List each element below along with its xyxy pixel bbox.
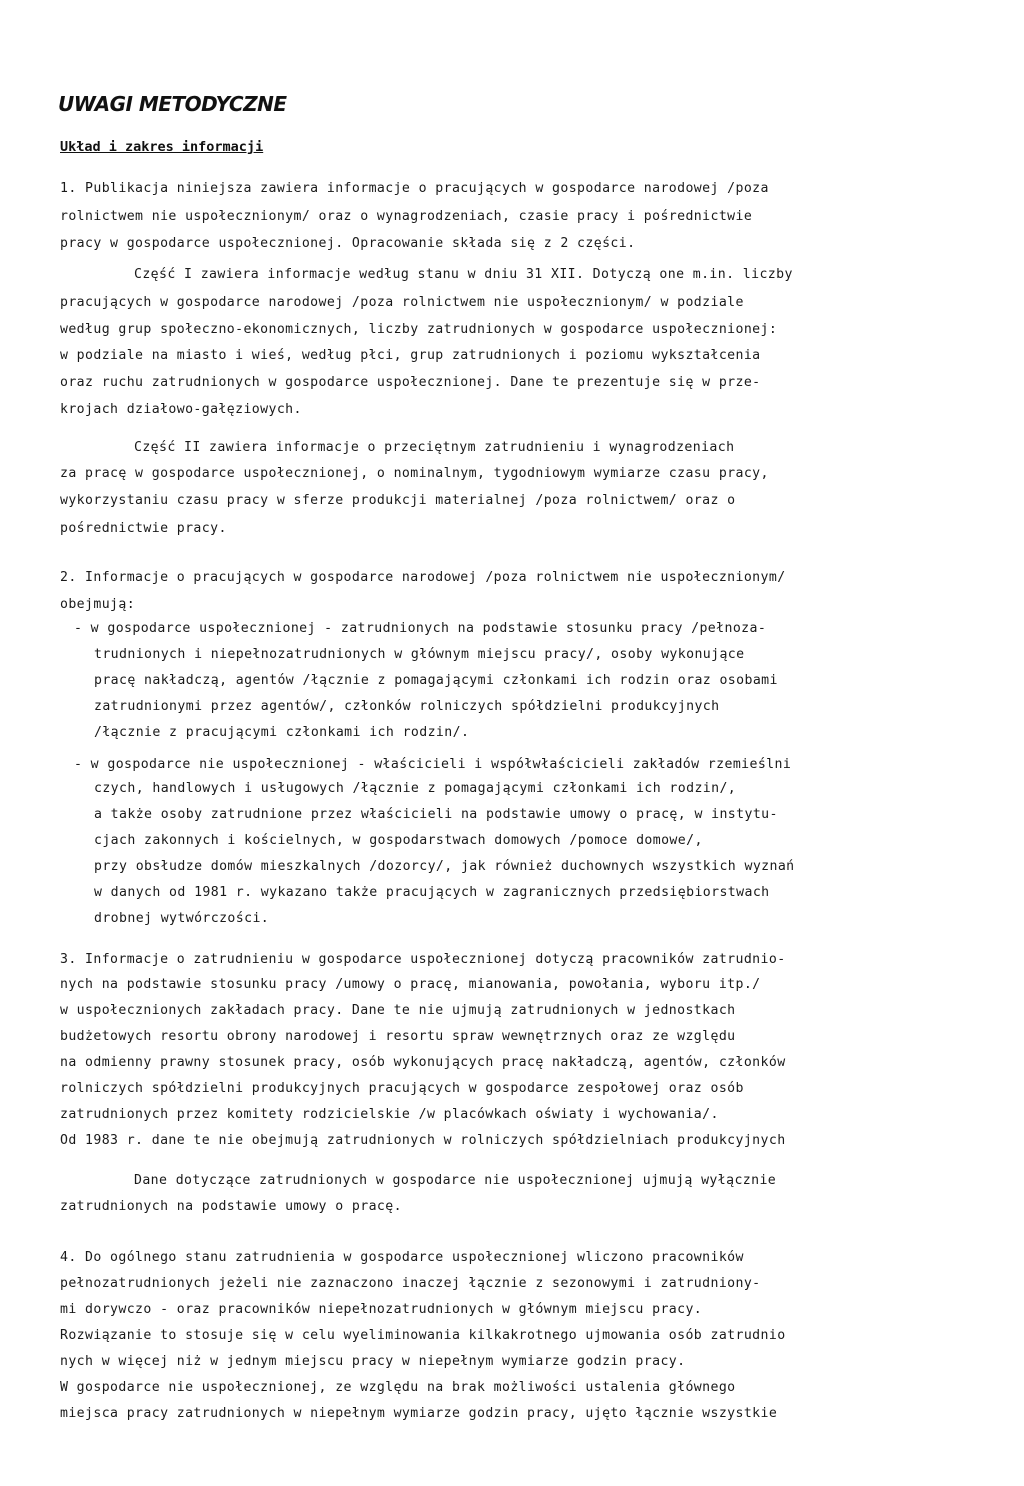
text-line: pracujących w gospodarce narodowej /poza rolnictwem nie uspołecznionym/ w podziale [60, 295, 744, 310]
text-line: 1. Publikacja niniejsza zawiera informacje o pracujących w gospodarce narodowej /poza [60, 181, 769, 196]
text-line: nych w więcej niż w jednym miejscu pracy w niepełnym wymiarze godzin pracy. [60, 1354, 686, 1369]
text-line: 3. Informacje o zatrudnieniu w gospodarce uspołecznionej dotyczą pracowników zatrudnio- [60, 952, 786, 967]
text-line: zatrudnionych na podstawie umowy o pracę. [60, 1199, 402, 1214]
text-line: oraz ruchu zatrudnionych w gospodarce uspołecznionej. Dane te prezentuje się w prze- [60, 375, 761, 390]
text-line: według grup społeczno-ekonomicznych, liczby zatrudnionych w gospodarce uspołecznionej: [60, 322, 778, 337]
text-line: budżetowych resortu obrony narodowej i resortu spraw wewnętrznych oraz ze względu [60, 1029, 736, 1044]
text-line: /łącznie z pracującymi członkami ich rodzin/. [94, 725, 470, 740]
text-line: 4. Do ogólnego stanu zatrudnienia w gospodarce uspołecznionej wliczono pracowników [60, 1250, 744, 1265]
text-line: - w gospodarce uspołecznionej - zatrudnionych na podstawie stosunku pracy /pełnoza- [74, 621, 767, 636]
text-line: pełnozatrudnionych jeżeli nie zaznaczono inaczej łącznie z sezonowymi i zatrudniony- [60, 1276, 761, 1291]
text-line: Część II zawiera informacje o przeciętnym zatrudnieniu i wynagrodzeniach [134, 440, 735, 455]
text-line: krojach działowo-gałęziowych. [60, 402, 302, 417]
text-line: pośrednictwie pracy. [60, 521, 227, 536]
text-line: W gospodarce nie uspołecznionej, ze względu na brak możliwości ustalenia głównego [60, 1380, 736, 1395]
text-line: zatrudnionych przez komitety rodzicielskie /w placówkach oświaty i wychowania/. [60, 1107, 719, 1122]
text-line: obejmują: [60, 597, 136, 612]
text-line: wykorzystaniu czasu pracy w sferze produkcji materialnej /poza rolnictwem/ oraz o [60, 493, 736, 508]
text-line: zatrudnionymi przez agentów/, członków rolniczych spółdzielni produkcyjnych [94, 699, 720, 714]
text-line: 2. Informacje o pracujących w gospodarce narodowej /poza rolnictwem nie uspołecznionym/ [60, 570, 786, 585]
text-line: rolniczych spółdzielni produkcyjnych pracujących w gospodarce zespołowej oraz osób [60, 1081, 744, 1096]
text-line: Część I zawiera informacje według stanu w dniu 31 XII. Dotyczą one m.in. liczby [134, 267, 793, 282]
text-line: Dane dotyczące zatrudnionych w gospodarce nie uspołecznionej ujmują wyłącznie [134, 1173, 777, 1188]
text-line: Rozwiązanie to stosuje się w celu wyeliminowania kilkakrotnego ujmowania osób zatrudnio [60, 1328, 786, 1343]
text-line: w uspołecznionych zakładach pracy. Dane te nie ujmują zatrudnionych w jednostkach [60, 1003, 736, 1018]
text-line: rolnictwem nie uspołecznionym/ oraz o wynagrodzeniach, czasie pracy i pośrednictwie [60, 209, 753, 224]
text-line: nych na podstawie stosunku pracy /umowy o pracę, mianowania, powołania, wyboru itp./ [60, 977, 761, 992]
text-line: czych, handlowych i usługowych /łącznie z pomagającymi członkami ich rodzin/, [94, 781, 737, 796]
text-line: pracę nakładczą, agentów /łącznie z pomagającymi członkami ich rodzin oraz osobami [94, 673, 778, 688]
text-line: miejsca pracy zatrudnionych w niepełnym wymiarze godzin pracy, ujęto łącznie wszystkie [60, 1406, 778, 1421]
page-heading: UWAGI METODYCZNE [58, 92, 287, 116]
text-line: w danych od 1981 r. wykazano także pracujących w zagranicznych przedsiębiorstwach [94, 885, 770, 900]
text-line: pracy w gospodarce uspołecznionej. Opracowanie składa się z 2 części. [60, 236, 636, 251]
text-line: Od 1983 r. dane te nie obejmują zatrudnionych w rolniczych spółdzielniach produkcyjnych [60, 1133, 786, 1148]
text-line: w podziale na miasto i wieś, według płci, grup zatrudnionych i poziomu wykształcenia [60, 348, 761, 363]
text-line: za pracę w gospodarce uspołecznionej, o nominalnym, tygodniowym wymiarze czasu pracy, [60, 466, 769, 481]
text-line: drobnej wytwórczości. [94, 911, 270, 926]
text-line: trudnionych i niepełnozatrudnionych w głównym miejscu pracy/, osoby wykonujące [94, 647, 745, 662]
text-line: przy obsłudze domów mieszkalnych /dozorcy/, jak również duchownych wszystkich wyznań [94, 859, 795, 874]
text-line: mi dorywczo - oraz pracowników niepełnozatrudnionych w głównym miejscu pracy. [60, 1302, 703, 1317]
section-subheading: Układ i zakres informacji [60, 139, 264, 155]
text-line: a także osoby zatrudnione przez właścicieli na podstawie umowy o pracę, w instytu- [94, 807, 778, 822]
text-line: na odmienny prawny stosunek pracy, osób wykonujących pracę nakładczą, agentów, członków [60, 1055, 786, 1070]
text-line: cjach zakonnych i kościelnych, w gospodarstwach domowych /pomoce domowe/, [94, 833, 703, 848]
text-line: - w gospodarce nie uspołecznionej - właścicieli i współwłaścicieli zakładów rzemieślni [74, 757, 792, 772]
